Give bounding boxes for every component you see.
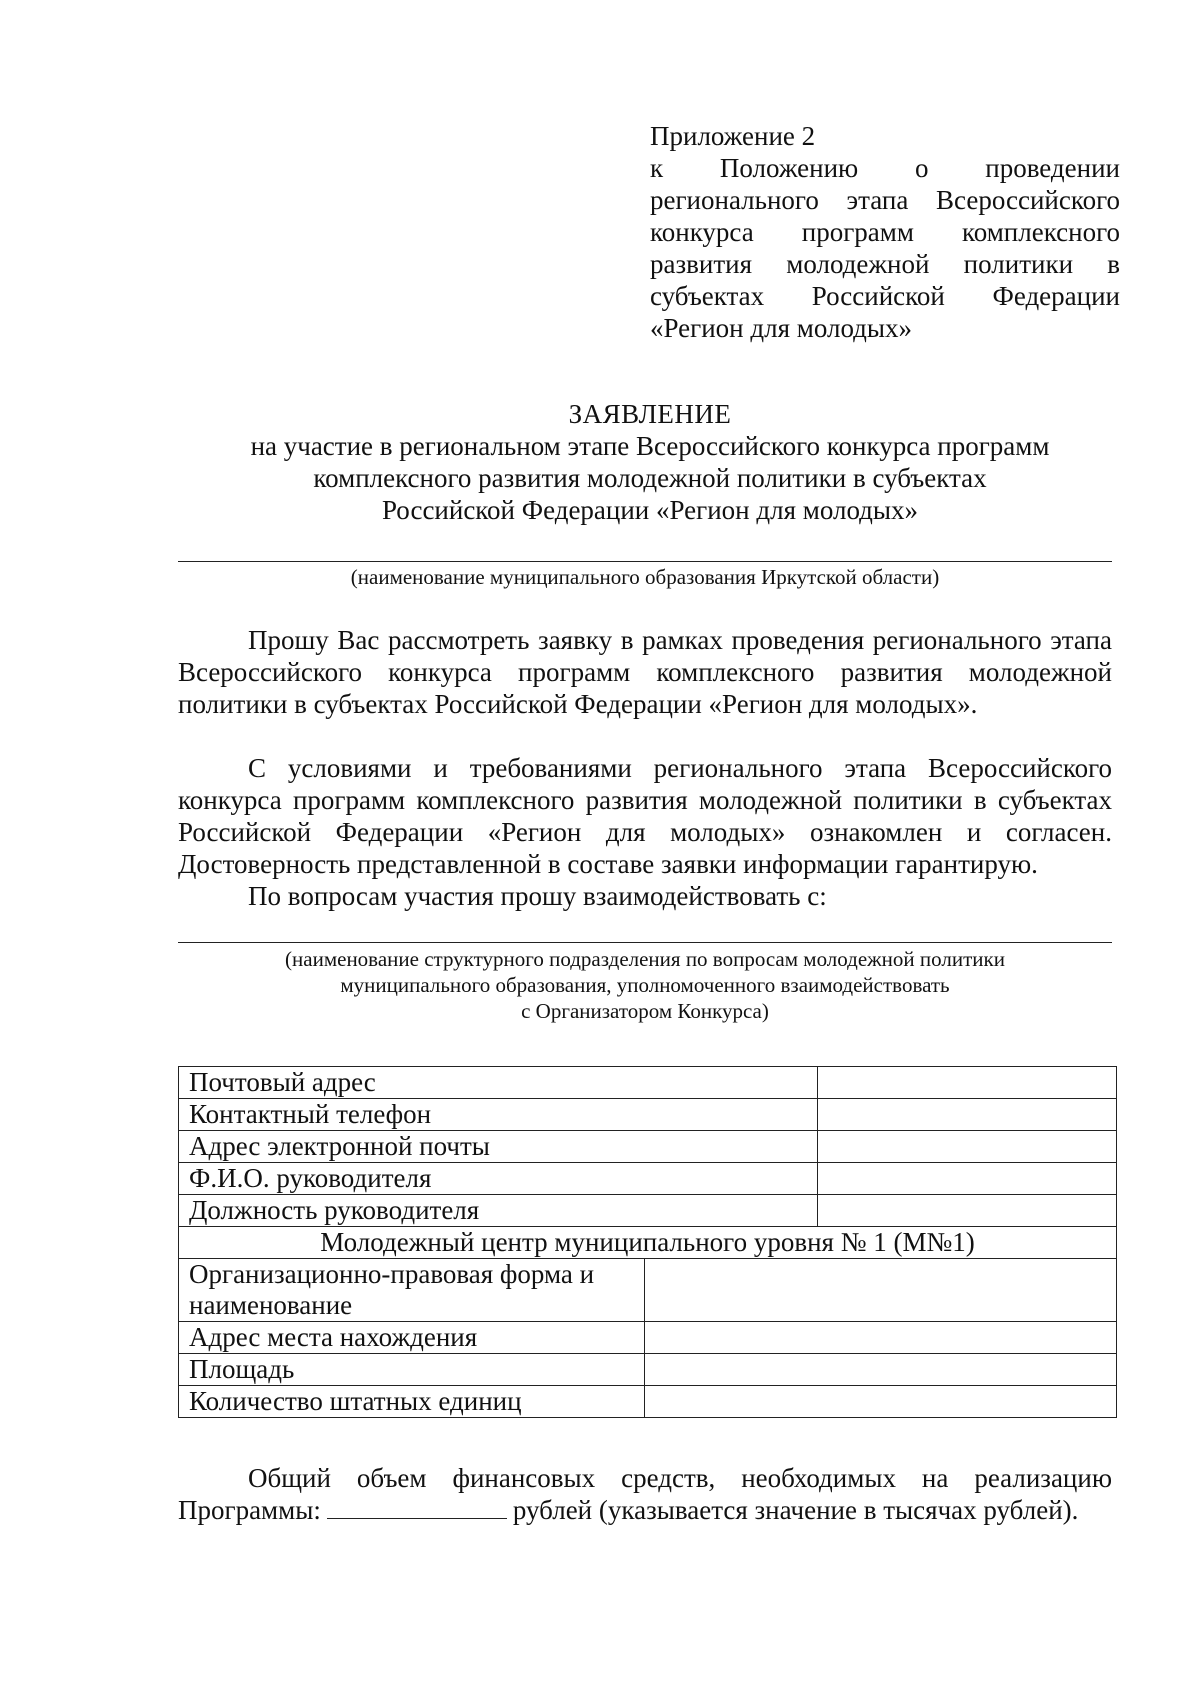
table-row [179,1131,1117,1163]
value-cell-phone[interactable] [818,1099,1117,1131]
table-row [179,1067,1117,1099]
annex-reference: к Положению о проведении регионального этапа Всероссийского конкурса программ комплексного развития молодежной политики в субъектах Российской Федерации «Регион для молодых» [650,153,1120,343]
municipality-caption: (наименование муниципального образования Иркутской области) [350,565,940,589]
division-caption-line-3: с Организатором Конкурса) [521,999,769,1023]
row-label-area: Площадь [179,1354,645,1386]
title-word: ЗАЯВЛЕНИЕ [568,399,732,429]
row-label-staff-count: Количество штатных единиц [179,1386,645,1418]
paragraph-request: Прошу Вас рассмотреть заявку в рамках проведения регионального этапа Всероссийского конкурса программ комплексного развития молодежной политики в субъектах Российской Федерации «Регион для молодых». [178,625,1112,719]
paragraph-contact: По вопросам участия прошу взаимодействовать с: [248,881,827,911]
table-row [179,1259,1117,1322]
table-row [179,1195,1117,1227]
title-line-1: на участие в региональном этапе Всероссийского конкурса программ [250,431,1050,461]
application-table [178,1066,1117,1418]
table-row [179,1163,1117,1195]
finance-amount-blank[interactable] [327,1496,507,1519]
division-caption [178,946,1112,1024]
value-cell-staff-count[interactable] [644,1386,1116,1418]
row-label-head-name: Ф.И.О. руководителя [179,1163,818,1195]
finance-suffix: рублей (указывается значение в тысячах рублей). [512,1495,1079,1525]
table-row [179,1227,1117,1259]
document-title [180,398,1120,526]
paragraph-agreement: С условиями и требованиями регионального этапа Всероссийского конкурса программ комплексного развития молодежной политики в субъектах Российской Федерации «Регион для молодых» ознакомлен и согласен. Достоверность представленной в составе заявки информации гарантирую. [178,753,1112,879]
row-label-postal-address: Почтовый адрес [179,1067,818,1099]
row-label-head-position: Должность руководителя [179,1195,818,1227]
division-fill-line[interactable] [178,942,1112,943]
value-cell-head-name[interactable] [818,1163,1117,1195]
row-label-phone: Контактный телефон [179,1099,818,1131]
title-line-2: комплексного развития молодежной политики в субъектах [313,463,987,493]
annex-header [650,120,1120,344]
table-row [179,1354,1117,1386]
value-cell-legal-form[interactable] [644,1259,1116,1322]
value-cell-email[interactable] [818,1131,1117,1163]
value-cell-area[interactable] [644,1354,1116,1386]
finance-line-1: Общий объем финансовых средств, необходимых на реализацию [248,1463,1112,1493]
table-row [179,1099,1117,1131]
youth-center-header: Молодежный центр муниципального уровня № 1 (М№1) [179,1227,1117,1259]
municipality-fill-line[interactable] [178,561,1112,562]
title-line-3: Российской Федерации «Регион для молодых» [381,495,919,525]
division-caption-line-1: (наименование структурного подразделения по вопросам молодежной политики [285,947,1005,971]
table-row [179,1322,1117,1354]
table-row [179,1386,1117,1418]
value-cell-location[interactable] [644,1322,1116,1354]
row-label-legal-form: Организационно-правовая форма и наименование [179,1259,645,1322]
division-caption-line-2: муниципального образования, уполномоченного взаимодействовать [340,973,950,997]
row-label-location: Адрес места нахождения [179,1322,645,1354]
finance-prefix: Программы: [178,1495,321,1525]
annex-number: Приложение 2 [650,121,816,151]
value-cell-head-position[interactable] [818,1195,1117,1227]
row-label-email: Адрес электронной почты [179,1131,818,1163]
finance-line-2 [178,1494,1112,1526]
value-cell-postal-address[interactable] [818,1067,1117,1099]
